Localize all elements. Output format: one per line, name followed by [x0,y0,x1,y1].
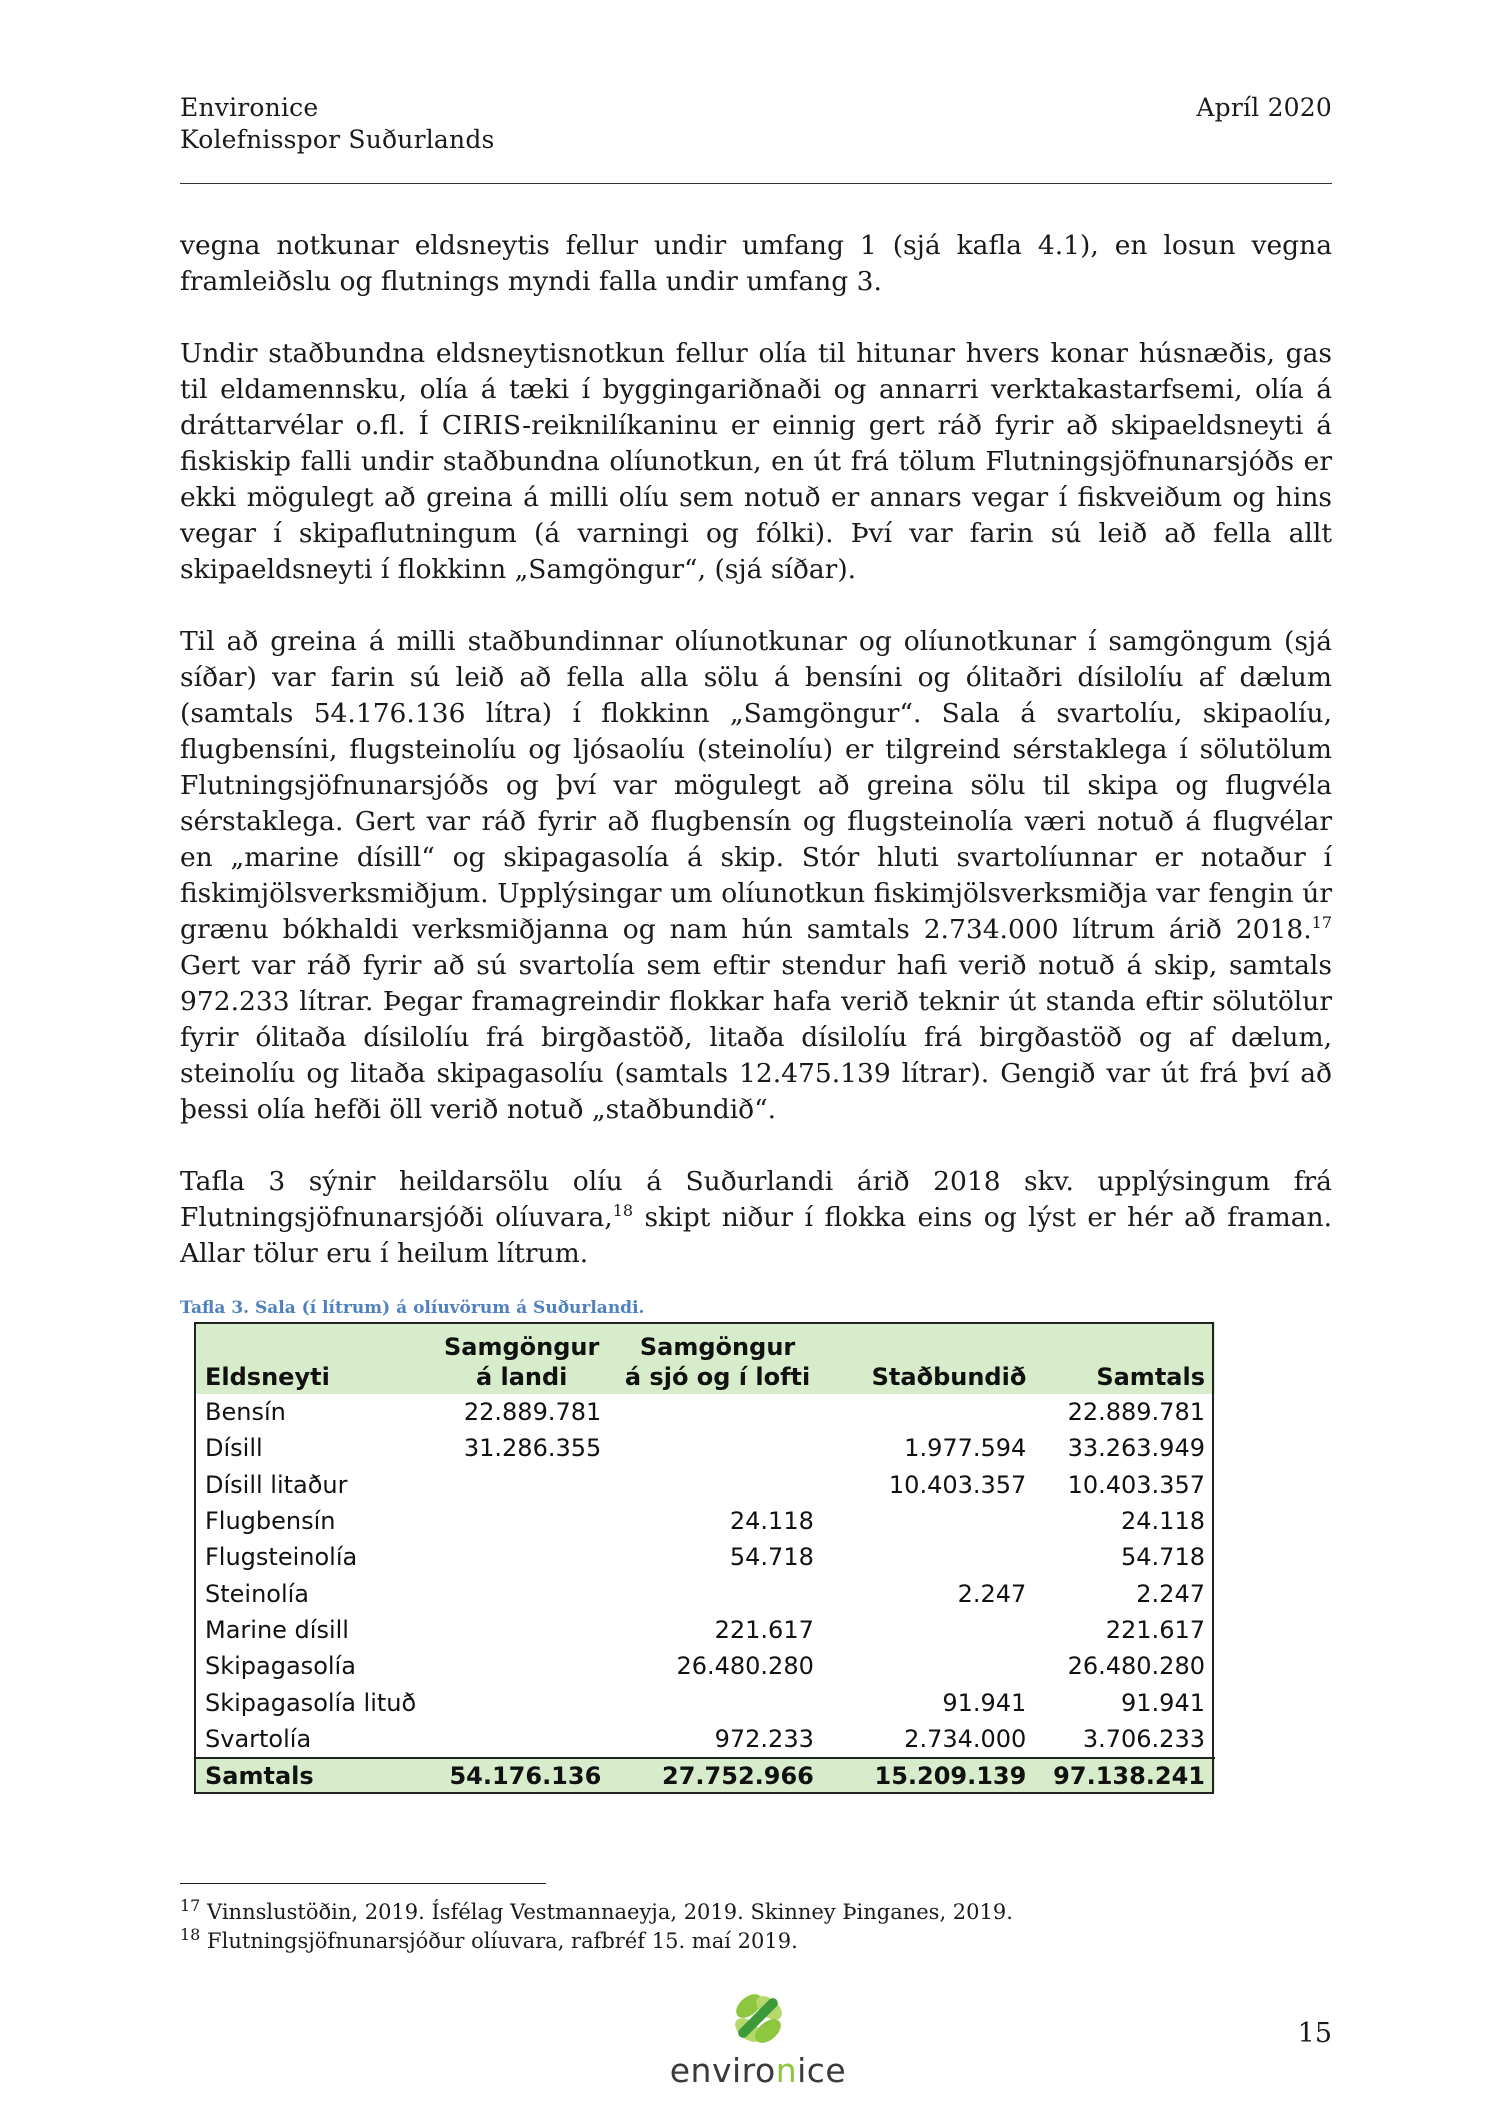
footnote-divider [180,1883,546,1884]
body-text [180,228,1332,1272]
footnote-17: $^{17}$ Vinnslustöðin, 2019. Ísfélag Vestmannaeyja, 2019. Skinney Þinganes, 2019. [180,1896,1013,1924]
leaf-icon [668,1985,848,2055]
table-header-row [195,1322,1215,1394]
paragraph-3-part-b: Gert var ráð fyrir að sú svartolía sem eftir stendur hafi verið notuð á skip, samtals 972.233 lítrar. Þegar framagreindir flokkar hafa verið teknir út standa eftir sölutölur fyrir ólitaða dísilolíu frá birgðastöð, litaða dísilolíu frá birgðastöð og af dælum, steinolíu og litaða skipagasolíu (samtals 12.475.139 lítrar). Gengið var út frá því að þessi olía hefði öll verið notuð „staðbundið“. [180,950,1332,1125]
table-total-row: Samtals 54.176.136 27.752.966 15.209.139 97.138.241 [195,1758,1215,1793]
table-row: Dísill 31.286.355 1.977.594 33.263.949 [205,1434,1205,1463]
environice-logo [668,1985,848,2095]
table-row: Flugbensín 24.118 24.118 [205,1507,1205,1536]
fuel-sales-table [195,1322,1215,1793]
col-header-land-transport: Samgöngur á landi [444,1333,600,1391]
paragraph-3 [180,624,1332,1128]
table-caption: Tafla 3. Sala (í lítrum) á olíuvörum á Suðurlandi. [180,1298,645,1318]
footnote-ref-18[interactable]: 18 [612,1201,634,1221]
table-row: Flugsteinolía 54.718 54.718 [205,1543,1205,1572]
running-header-left [180,92,495,156]
paragraph-3-part-a: Til að greina á milli staðbundinnar olíunotkunar og olíunotkunar í samgöngum (sjá síðar) var farin sú leið að fella alla sölu á bensíni og ólitaðri dísilolíu af dælum (samtals 54.176.136 lítra) í flokkinn „Samgöngur“. Sala á svartolíu, skipaolíu, flugbensíni, flugsteinolíu og ljósaolíu (steinolíu) er tilgreind sérstaklega í sölutölum Flutningsjöfnunarsjóðs og því var mögulegt að greina sölu til skipa og flugvéla sérstaklega. Gert var ráð fyrir að flugbensín og flugsteinolía væri notuð á flugvélar en „marine dísill“ og skipagasolía á skip. Stór hluti svartolíunnar er notaður í fiskimjölsverksmiðjum. Upplýsingar um olíunotkun fiskimjölsverksmiðja var fengin úr grænu bókhaldi verksmiðjanna og nam hún samtals 2.734.000 lítrum árið 2018. [180,626,1332,945]
col-header-fuel: Eldsneyti [205,1363,330,1391]
paragraph-4 [180,1164,1332,1272]
paragraph-1: vegna notkunar eldsneytis fellur undir umfang 1 (sjá kafla 4.1), en losun vegna framleiðslu og flutnings myndi falla undir umfang 3. [180,230,1332,297]
table-row: Bensín 22.889.781 22.889.781 [205,1398,1205,1427]
table-row: Skipagasolía lituð 91.941 91.941 [205,1688,1205,1717]
header-divider [180,183,1332,184]
header-date: Apríl 2020 [1196,93,1332,122]
paragraph-4-part-b: skipt niður í flokka eins og lýst er hér að framan. Allar tölur eru í heilum lítrum. [180,1202,1333,1269]
header-report-title: Kolefnisspor Suðurlands [180,125,495,154]
footnote-18: $^{18}$ Flutningsjöfnunarsjóður olíuvara, rafbréf 15. maí 2019. [180,1925,798,1953]
logo-wordmark: environice [669,2051,847,2090]
col-header-stationary: Staðbundið [871,1363,1027,1391]
col-header-sea-air-transport: Samgöngur á sjó og í lofti [624,1333,811,1391]
col-header-total: Samtals [1096,1363,1205,1391]
table-row: Skipagasolía 26.480.280 26.480.280 [205,1652,1205,1681]
footnote-ref-17[interactable]: 17 [1311,913,1332,933]
footnotes [180,1898,1013,1956]
paragraph-2: Undir staðbundna eldsneytisnotkun fellur olía til hitunar hvers konar húsnæðis, gas til eldamennsku, olía á tæki í byggingariðnaði og annarri verktakastarfsemi, olía á dráttarvélar o.fl. Í CIRIS-reiknilíkaninu er einnig gert ráð fyrir að skipaeldsneyti á fiskiskip falli undir staðbundna olíunotkun, en út frá tölum Flutningsjöfnunarsjóðs er ekki mögulegt að greina á milli olíu sem notuð er annars vegar í fiskveiðum og hins vegar í skipaflutningum (á varningi og fólki). Því var farin sú leið að fella allt skipaeldsneyti í flokkinn „Samgöngur“, (sjá síðar). [180,338,1332,585]
paragraph-4-part-a: Tafla 3 sýnir heildarsölu olíu á Suðurlandi árið 2018 skv. upplýsingum frá Flutningsjöfnunarsjóði olíuvara, [180,1166,1332,1233]
table-row: Marine dísill 221.617 221.617 [205,1615,1205,1644]
table-row: Svartolía 972.233 2.734.000 3.706.233 [205,1724,1205,1753]
table-row: Steinolía 2.247 2.247 [205,1579,1205,1608]
header-company: Environice [180,93,319,122]
page-number: 15 [1297,2018,1332,2049]
table-row: Dísill litaður 10.403.357 10.403.357 [205,1470,1205,1499]
